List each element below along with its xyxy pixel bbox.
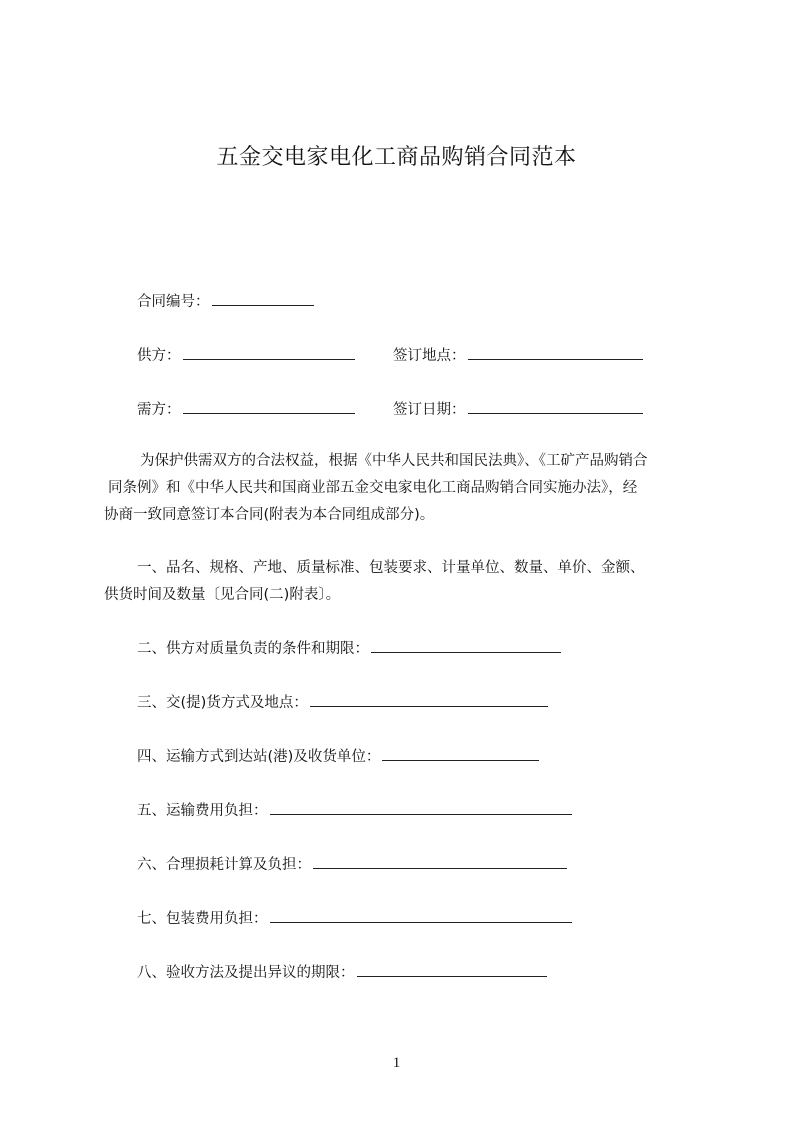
clause-1-line-2: 供货时间及数量〔见合同(二)附表〕。 (104, 587, 341, 603)
signing-date-line (393, 399, 643, 420)
contract-number-label: 合同编号： (137, 294, 210, 310)
clause-5-label: 五、运输费用负担： (137, 803, 268, 819)
document-title: 五金交电家电化工商品购销合同范本 (216, 145, 577, 170)
clause-8-line (137, 962, 547, 983)
clause-1-line-1: 一、品名、规格、产地、质量标准、包装要求、计量单位、数量、单价、金额、 (137, 560, 645, 576)
page-number: 1 (392, 1055, 401, 1071)
supplier-blank[interactable] (183, 345, 355, 360)
clause-7-line (137, 908, 572, 929)
clause-4-label: 四、运输方式到达站(港)及收货单位： (137, 749, 381, 765)
clause-8-blank[interactable] (357, 962, 547, 977)
clause-2-line (137, 638, 561, 659)
preamble-line-2: 同条例》和《中华人民共和国商业部五金交电家电化工商品购销合同实施办法》，经 (108, 480, 638, 496)
clause-8-label: 八、验收方法及提出异议的期限： (137, 965, 355, 981)
clause-4-line (137, 746, 539, 767)
preamble-line-3: 协商一致同意签订本合同(附表为本合同组成部分)。 (104, 507, 435, 523)
preamble-paragraph (104, 448, 704, 529)
signing-place-blank[interactable] (468, 345, 643, 360)
contract-number-line (137, 291, 314, 312)
signing-date-blank[interactable] (468, 399, 643, 414)
signing-place-line (393, 345, 643, 366)
supplier-label: 供方： (137, 348, 181, 364)
clause-5-blank[interactable] (270, 800, 572, 815)
clause-5-line (137, 800, 572, 821)
contract-number-blank[interactable] (212, 291, 314, 306)
buyer-line (137, 399, 355, 420)
clause-3-line (137, 692, 548, 713)
clause-1-paragraph (104, 555, 704, 609)
preamble-line-1: 为保护供需双方的合法权益，根据《中华人民共和国民法典》、《工矿产品购销合 (140, 453, 648, 469)
clause-2-label: 二、供方对质量负责的条件和期限： (137, 641, 369, 657)
signing-date-label: 签订日期： (393, 402, 466, 418)
supplier-line (137, 345, 355, 366)
clause-7-label: 七、包装费用负担： (137, 911, 268, 927)
clause-4-blank[interactable] (382, 746, 539, 761)
clause-7-blank[interactable] (270, 908, 572, 923)
clause-3-blank[interactable] (310, 692, 548, 707)
clause-3-label: 三、交(提)货方式及地点： (137, 695, 308, 711)
signing-place-label: 签订地点： (393, 348, 466, 364)
clause-2-blank[interactable] (371, 638, 561, 653)
clause-6-line (137, 854, 567, 875)
buyer-blank[interactable] (183, 399, 355, 414)
buyer-label: 需方： (137, 402, 181, 418)
clause-6-label: 六、合理损耗计算及负担： (137, 857, 311, 873)
clause-6-blank[interactable] (313, 854, 567, 869)
